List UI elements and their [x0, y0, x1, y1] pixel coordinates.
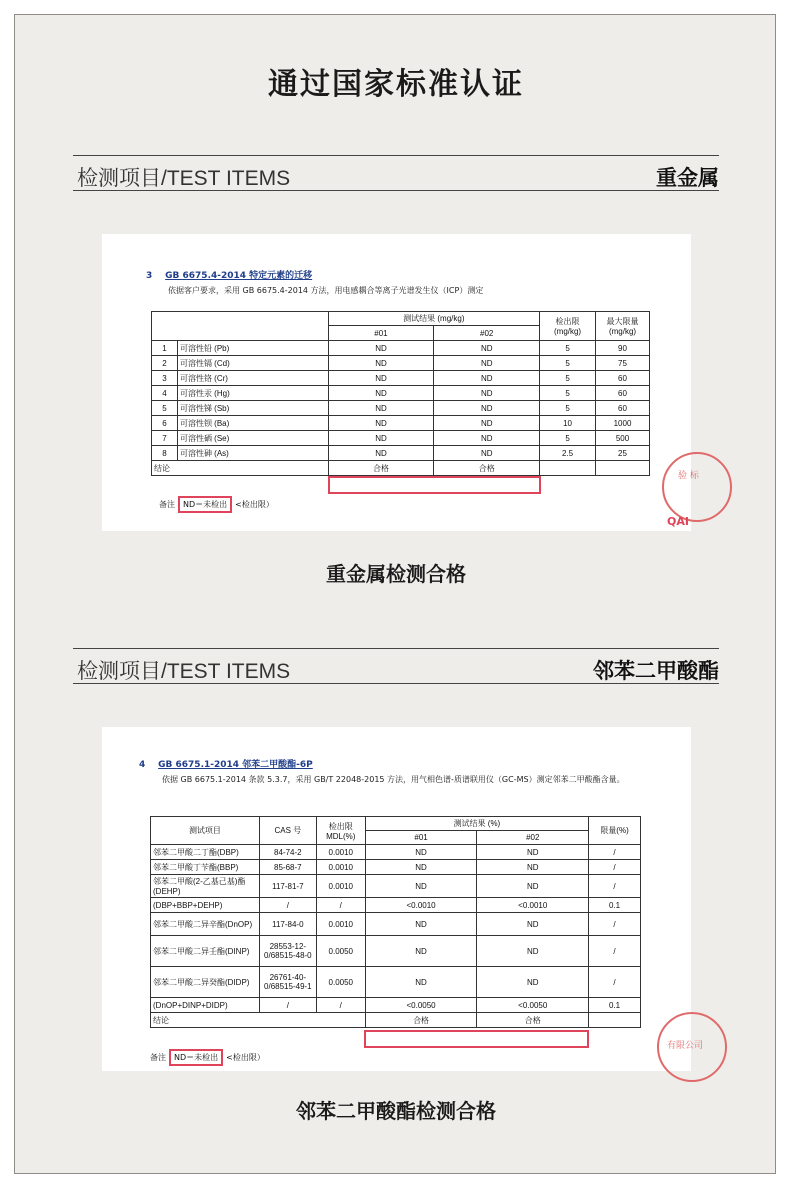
row-result-1: ND — [365, 913, 477, 936]
table-row — [151, 875, 641, 898]
row-max: 60 — [596, 386, 650, 401]
table-row — [152, 401, 650, 416]
row-result-1: ND — [328, 386, 434, 401]
row-mdl: 5 — [540, 356, 596, 371]
row-cas: / — [259, 898, 316, 913]
row-mdl: 5 — [540, 431, 596, 446]
report-standard: GB 6675.1-2014 邻苯二甲酸酯-6P — [158, 760, 313, 770]
row-limit: / — [589, 875, 641, 898]
row-limit: 0.1 — [589, 898, 641, 913]
row-number: 8 — [152, 446, 178, 461]
row-cas: 117-84-0 — [259, 913, 316, 936]
row-result-1: <0.0050 — [365, 998, 477, 1013]
page-title: 通过国家标准认证 — [268, 67, 524, 102]
row-max: 90 — [596, 341, 650, 356]
section-label: 检测项目/TEST ITEMS — [77, 660, 291, 683]
stamp-corner-text: QAI — [667, 515, 689, 528]
report-note: 备注 ND＝未检出 <检出限） — [159, 496, 274, 513]
row-result-1: ND — [365, 860, 477, 875]
row-result-2: ND — [477, 913, 589, 936]
row-number: 1 — [152, 341, 178, 356]
row-result-2: ND — [434, 431, 540, 446]
header-mdl: 检出限 (mg/kg) — [540, 312, 596, 341]
row-max: 75 — [596, 356, 650, 371]
row-mdl: 10 — [540, 416, 596, 431]
row-max: 60 — [596, 371, 650, 386]
row-result-2: ND — [477, 860, 589, 875]
row-result-2: ND — [434, 416, 540, 431]
header-sample-2: #02 — [477, 831, 589, 845]
row-result-1: ND — [328, 356, 434, 371]
report-section-number: 3 — [146, 271, 153, 281]
table-row — [152, 371, 650, 386]
section-category: 邻苯二甲酸酯 — [593, 659, 719, 683]
row-limit: / — [589, 860, 641, 875]
report-heading — [139, 757, 313, 770]
row-result-1: ND — [328, 446, 434, 461]
row-mdl: 5 — [540, 386, 596, 401]
table-row — [152, 431, 650, 446]
row-max: 1000 — [596, 416, 650, 431]
row-result-2: ND — [434, 371, 540, 386]
row-number: 3 — [152, 371, 178, 386]
table-row — [152, 416, 650, 431]
header-sample-2: #02 — [434, 326, 540, 341]
report-standard: GB 6675.4-2014 特定元素的迁移 — [165, 271, 313, 281]
section-category: 重金属 — [656, 166, 719, 190]
row-limit: / — [589, 967, 641, 998]
row-mdl: 0.0010 — [316, 845, 365, 860]
row-result-1: ND — [365, 875, 477, 898]
table-row — [152, 446, 650, 461]
row-result-2: ND — [434, 401, 540, 416]
section-header-heavy-metals — [73, 155, 719, 191]
table-row — [152, 341, 650, 356]
conclusion-label: 结论 — [151, 1013, 366, 1028]
header-results: 测试结果 (mg/kg) — [328, 312, 540, 326]
row-result-2: ND — [434, 356, 540, 371]
row-cas: 26761-40-0/68515-49-1 — [259, 967, 316, 998]
table-row — [151, 898, 641, 913]
row-result-1: ND — [365, 967, 477, 998]
table-row — [152, 386, 650, 401]
table-row — [151, 998, 641, 1013]
row-mdl: 0.0010 — [316, 860, 365, 875]
row-item: 邻苯二甲酸(2-乙基己基)酯(DEHP) — [151, 875, 260, 898]
header-cas: CAS 号 — [259, 817, 316, 845]
table-row — [151, 967, 641, 998]
phthalate-report — [102, 727, 704, 1071]
heavy-metal-table — [151, 311, 650, 476]
phthalate-caption: 邻苯二甲酸酯检测合格 — [296, 1099, 496, 1123]
row-mdl: / — [316, 898, 365, 913]
row-result-2: ND — [477, 845, 589, 860]
nd-definition: ND＝未检出 — [169, 1049, 223, 1066]
row-cas: 84-74-2 — [259, 845, 316, 860]
conclusion-sample-1: 合格 — [365, 1013, 477, 1028]
conclusion-highlight — [328, 476, 541, 494]
header-sample-1: #01 — [328, 326, 434, 341]
row-number: 5 — [152, 401, 178, 416]
row-mdl: 5 — [540, 371, 596, 386]
row-result-2: ND — [434, 386, 540, 401]
row-result-2: ND — [434, 341, 540, 356]
conclusion-sample-2: 合格 — [477, 1013, 589, 1028]
row-cas: 117-81-7 — [259, 875, 316, 898]
row-max: 60 — [596, 401, 650, 416]
table-row — [151, 860, 641, 875]
row-result-1: <0.0010 — [365, 898, 477, 913]
header-mdl: 检出限 MDL(%) — [316, 817, 365, 845]
report-description: 依据客户要求，采用 GB 6675.4-2014 方法，用电感耦合等离子光谱发生仪（ICP）测定 — [168, 286, 484, 295]
report-section-number: 4 — [139, 760, 146, 770]
section-label: 检测项目/TEST ITEMS — [77, 167, 291, 190]
section-header-phthalates — [73, 648, 719, 684]
row-mdl: 5 — [540, 341, 596, 356]
row-cas: / — [259, 998, 316, 1013]
row-result-2: ND — [477, 936, 589, 967]
row-item: 邻苯二甲酸二异辛酯(DnOP) — [151, 913, 260, 936]
heavy-metal-report — [102, 234, 699, 531]
report-description: 依据 GB 6675.1-2014 条款 5.3.7，采用 GB/T 22048-2015 方法，用气相色谱-质谱联用仪（GC-MS）测定邻苯二甲酸酯含量。 — [162, 775, 625, 784]
row-item: 邻苯二甲酸二丁酯(DBP) — [151, 845, 260, 860]
header-item: 测试项目 — [151, 817, 260, 845]
row-mdl: 0.0050 — [316, 967, 365, 998]
row-limit: / — [589, 845, 641, 860]
row-mdl: 0.0010 — [316, 875, 365, 898]
row-item: (DnOP+DINP+DIDP) — [151, 998, 260, 1013]
row-max: 500 — [596, 431, 650, 446]
row-item: 可溶性钡 (Ba) — [177, 416, 328, 431]
row-item: 可溶性硒 (Se) — [177, 431, 328, 446]
page-frame — [14, 14, 776, 1174]
row-item: 可溶性铬 (Cr) — [177, 371, 328, 386]
row-mdl: 0.0050 — [316, 936, 365, 967]
row-max: 25 — [596, 446, 650, 461]
row-result-1: ND — [328, 341, 434, 356]
nd-definition: ND＝未检出 — [178, 496, 232, 513]
table-row — [151, 936, 641, 967]
row-mdl: 0.0010 — [316, 913, 365, 936]
row-item: 可溶性铅 (Pb) — [177, 341, 328, 356]
row-item: 可溶性汞 (Hg) — [177, 386, 328, 401]
row-result-1: ND — [365, 845, 477, 860]
header-limit: 限量(%) — [589, 817, 641, 845]
table-row — [151, 845, 641, 860]
row-mdl: / — [316, 998, 365, 1013]
row-result-1: ND — [365, 936, 477, 967]
row-limit: / — [589, 913, 641, 936]
row-result-2: <0.0010 — [477, 898, 589, 913]
row-item: 邻苯二甲酸丁苄酯(BBP) — [151, 860, 260, 875]
row-number: 7 — [152, 431, 178, 446]
row-result-1: ND — [328, 431, 434, 446]
header-sample-1: #01 — [365, 831, 477, 845]
row-mdl: 5 — [540, 401, 596, 416]
table-row — [152, 356, 650, 371]
row-item: 可溶性镉 (Cd) — [177, 356, 328, 371]
row-cas: 85-68-7 — [259, 860, 316, 875]
row-item: 可溶性砷 (As) — [177, 446, 328, 461]
inspection-stamp: 有限公司 — [657, 1012, 727, 1082]
row-item: 邻苯二甲酸二异癸酯(DIDP) — [151, 967, 260, 998]
row-result-2: ND — [477, 875, 589, 898]
row-result-1: ND — [328, 401, 434, 416]
report-note: 备注 ND＝未检出 <检出限） — [150, 1049, 265, 1066]
conclusion-label: 结论 — [152, 461, 329, 476]
row-item: 邻苯二甲酸二异壬酯(DINP) — [151, 936, 260, 967]
report-heading — [146, 268, 312, 281]
row-item: (DBP+BBP+DEHP) — [151, 898, 260, 913]
header-max: 最大限量 (mg/kg) — [596, 312, 650, 341]
row-number: 6 — [152, 416, 178, 431]
row-result-2: <0.0050 — [477, 998, 589, 1013]
conclusion-highlight — [364, 1030, 589, 1048]
row-result-1: ND — [328, 416, 434, 431]
conclusion-sample-2: 合格 — [434, 461, 540, 476]
row-result-2: ND — [434, 446, 540, 461]
row-number: 4 — [152, 386, 178, 401]
table-row — [151, 913, 641, 936]
row-cas: 28553-12-0/68515-48-0 — [259, 936, 316, 967]
heavy-metal-caption: 重金属检测合格 — [326, 562, 466, 586]
row-mdl: 2.5 — [540, 446, 596, 461]
conclusion-sample-1: 合格 — [328, 461, 434, 476]
row-result-2: ND — [477, 967, 589, 998]
inspection-stamp: 验 标 — [662, 452, 732, 522]
row-limit: / — [589, 936, 641, 967]
row-number: 2 — [152, 356, 178, 371]
row-item: 可溶性锑 (Sb) — [177, 401, 328, 416]
row-limit: 0.1 — [589, 998, 641, 1013]
row-result-1: ND — [328, 371, 434, 386]
header-results: 测试结果 (%) — [365, 817, 588, 831]
phthalate-table — [150, 816, 641, 1028]
